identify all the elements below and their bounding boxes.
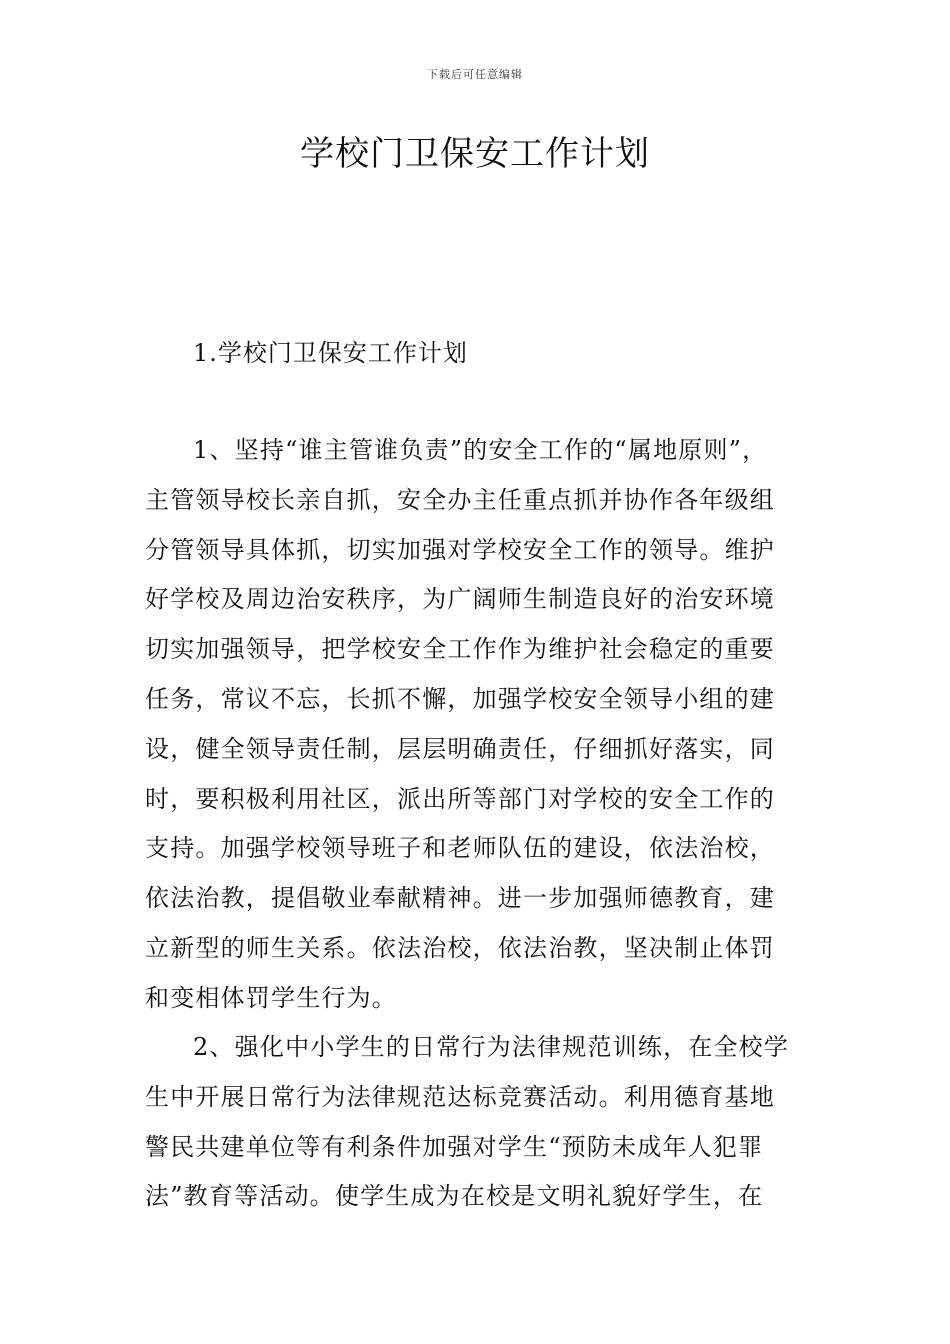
paragraph-line: 主管领导校长亲自抓，安全办主任重点抓并协作各年级组 bbox=[145, 485, 775, 514]
paragraph-line: 好学校及周边治安秩序，为广阔师生制造良好的治安环境 bbox=[145, 585, 775, 614]
paragraph-2 bbox=[145, 1023, 810, 1222]
header-note: 下载后可任意编辑 bbox=[427, 68, 523, 81]
paragraph-line: 1、坚持“谁主管谁负责”的安全工作的“属地原则”， bbox=[193, 436, 768, 464]
paragraph-line: 2、强化中小学生的日常行为法律规范训练，在全校学 bbox=[193, 1033, 790, 1061]
paragraph-line: 警民共建单位等有利条件加强对学生“预防未成年人犯罪 bbox=[145, 1132, 764, 1161]
paragraph-line: 和变相体罚学生行为。 bbox=[145, 983, 397, 1012]
paragraph-line: 分管领导具体抓，切实加强对学校安全工作的领导。维护 bbox=[145, 535, 775, 564]
section-heading: 1.学校门卫保安工作计划 bbox=[193, 339, 468, 367]
paragraph-line: 法”教育等活动。使学生成为在校是文明礼貌好学生，在 bbox=[145, 1182, 764, 1211]
paragraph-line: 依法治教，提倡敬业奉献精神。进一步加强师德教育，建 bbox=[145, 884, 775, 913]
paragraph-line: 设，健全领导责任制，层层明确责任，仔细抓好落实，同 bbox=[145, 734, 775, 763]
paragraph-line: 立新型的师生关系。依法治校，依法治教，坚决制止体罚 bbox=[145, 933, 775, 962]
paragraph-line: 时，要积极利用社区，派出所等部门对学校的安全工作的 bbox=[145, 784, 775, 813]
paragraph-line: 生中开展日常行为法律规范达标竞赛活动。利用德育基地 bbox=[145, 1082, 775, 1111]
paragraph-line: 切实加强领导，把学校安全工作作为维护社会稳定的重要 bbox=[145, 635, 775, 664]
paragraph-1 bbox=[145, 426, 810, 1024]
paragraph-line: 支持。加强学校领导班子和老师队伍的建设，依法治校， bbox=[145, 834, 775, 863]
document-title: 学校门卫保安工作计划 bbox=[300, 134, 650, 174]
paragraph-line: 任务，常议不忘，长抓不懈，加强学校安全领导小组的建 bbox=[145, 684, 775, 713]
